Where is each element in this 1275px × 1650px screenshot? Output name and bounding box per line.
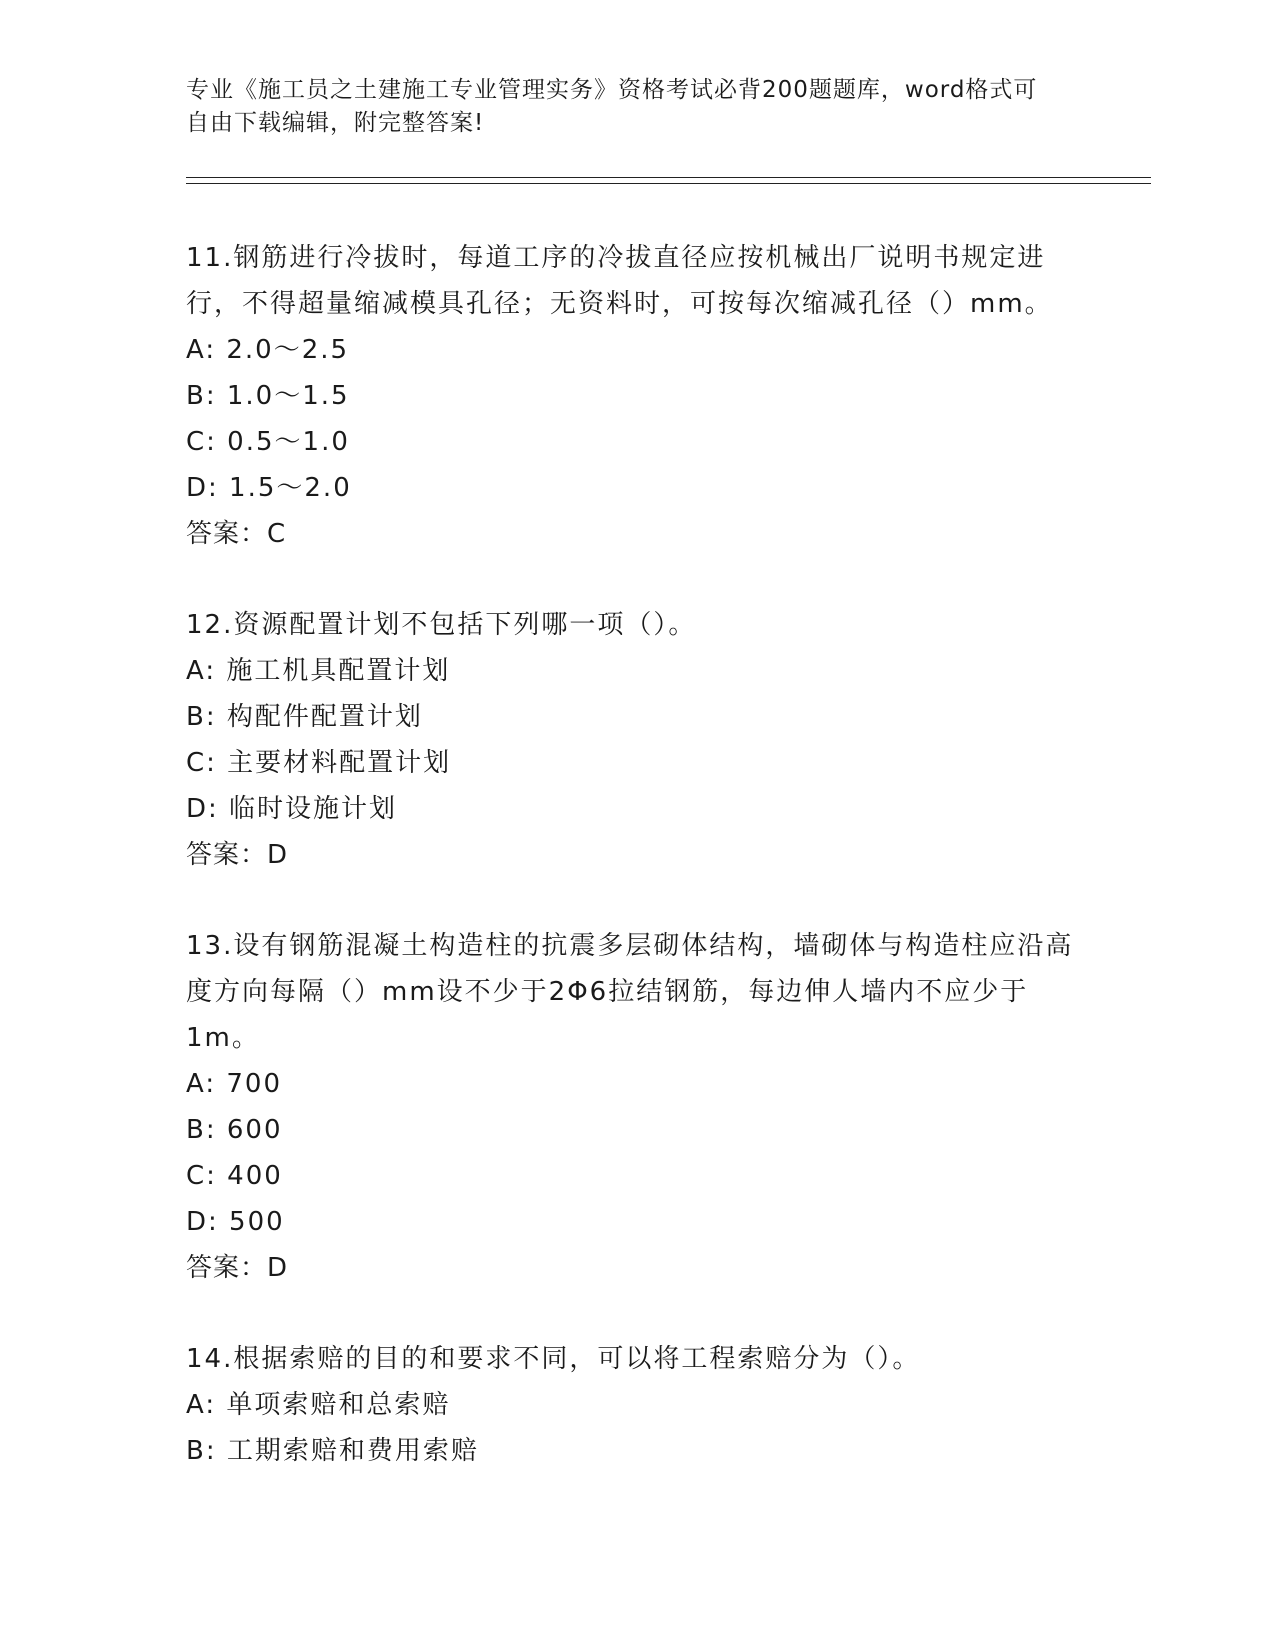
option-b: B: 1.0～1.5 <box>186 381 350 411</box>
option-c: C: 主要材料配置计划 <box>186 748 452 778</box>
header-line-2: 自由下载编辑，附完整答案! <box>186 110 485 136</box>
header-line-1: 专业《施工员之土建施工专业管理实务》资格考试必背200题题库，word格式可 <box>186 77 1038 103</box>
option-c: C: 400 <box>186 1161 283 1191</box>
question-title: 14.根据索赔的目的和要求不同，可以将工程索赔分为（）。 <box>186 1344 921 1374</box>
question-14 <box>186 1336 1086 1474</box>
question-title: 11.钢筋进行冷拔时，每道工序的冷拔直径应按机械出厂说明书规定进行，不得超量缩减模具孔径；无资料时，可按每次缩减孔径（）mm。 <box>186 243 1053 319</box>
answer: 答案：C <box>186 519 287 549</box>
option-d: D: 临时设施计划 <box>186 794 398 824</box>
header-divider-top <box>186 177 1151 178</box>
header-divider-bottom <box>186 183 1151 184</box>
option-c: C: 0.5～1.0 <box>186 427 350 457</box>
option-a: A: 单项索赔和总索赔 <box>186 1390 451 1420</box>
question-list <box>186 235 1086 1519</box>
question-13 <box>186 923 1086 1291</box>
option-b: B: 600 <box>186 1115 283 1145</box>
answer: 答案：D <box>186 1253 289 1283</box>
option-b: B: 构配件配置计划 <box>186 702 423 732</box>
option-a: A: 施工机具配置计划 <box>186 656 451 686</box>
option-d: D: 1.5～2.0 <box>186 473 352 503</box>
option-a: A: 2.0～2.5 <box>186 335 350 365</box>
option-b: B: 工期索赔和费用索赔 <box>186 1436 479 1466</box>
question-12 <box>186 602 1086 878</box>
answer: 答案：D <box>186 840 289 870</box>
question-title: 13.设有钢筋混凝土构造柱的抗震多层砌体结构，墙砌体与构造柱应沿高度方向每隔（）mm设不少于2Φ6拉结钢筋，每边伸人墙内不应少于1m。 <box>186 931 1074 1053</box>
question-11 <box>186 235 1086 557</box>
question-title: 12.资源配置计划不包括下列哪一项（）。 <box>186 610 697 640</box>
option-a: A: 700 <box>186 1069 282 1099</box>
document-header <box>186 74 1066 140</box>
option-d: D: 500 <box>186 1207 285 1237</box>
